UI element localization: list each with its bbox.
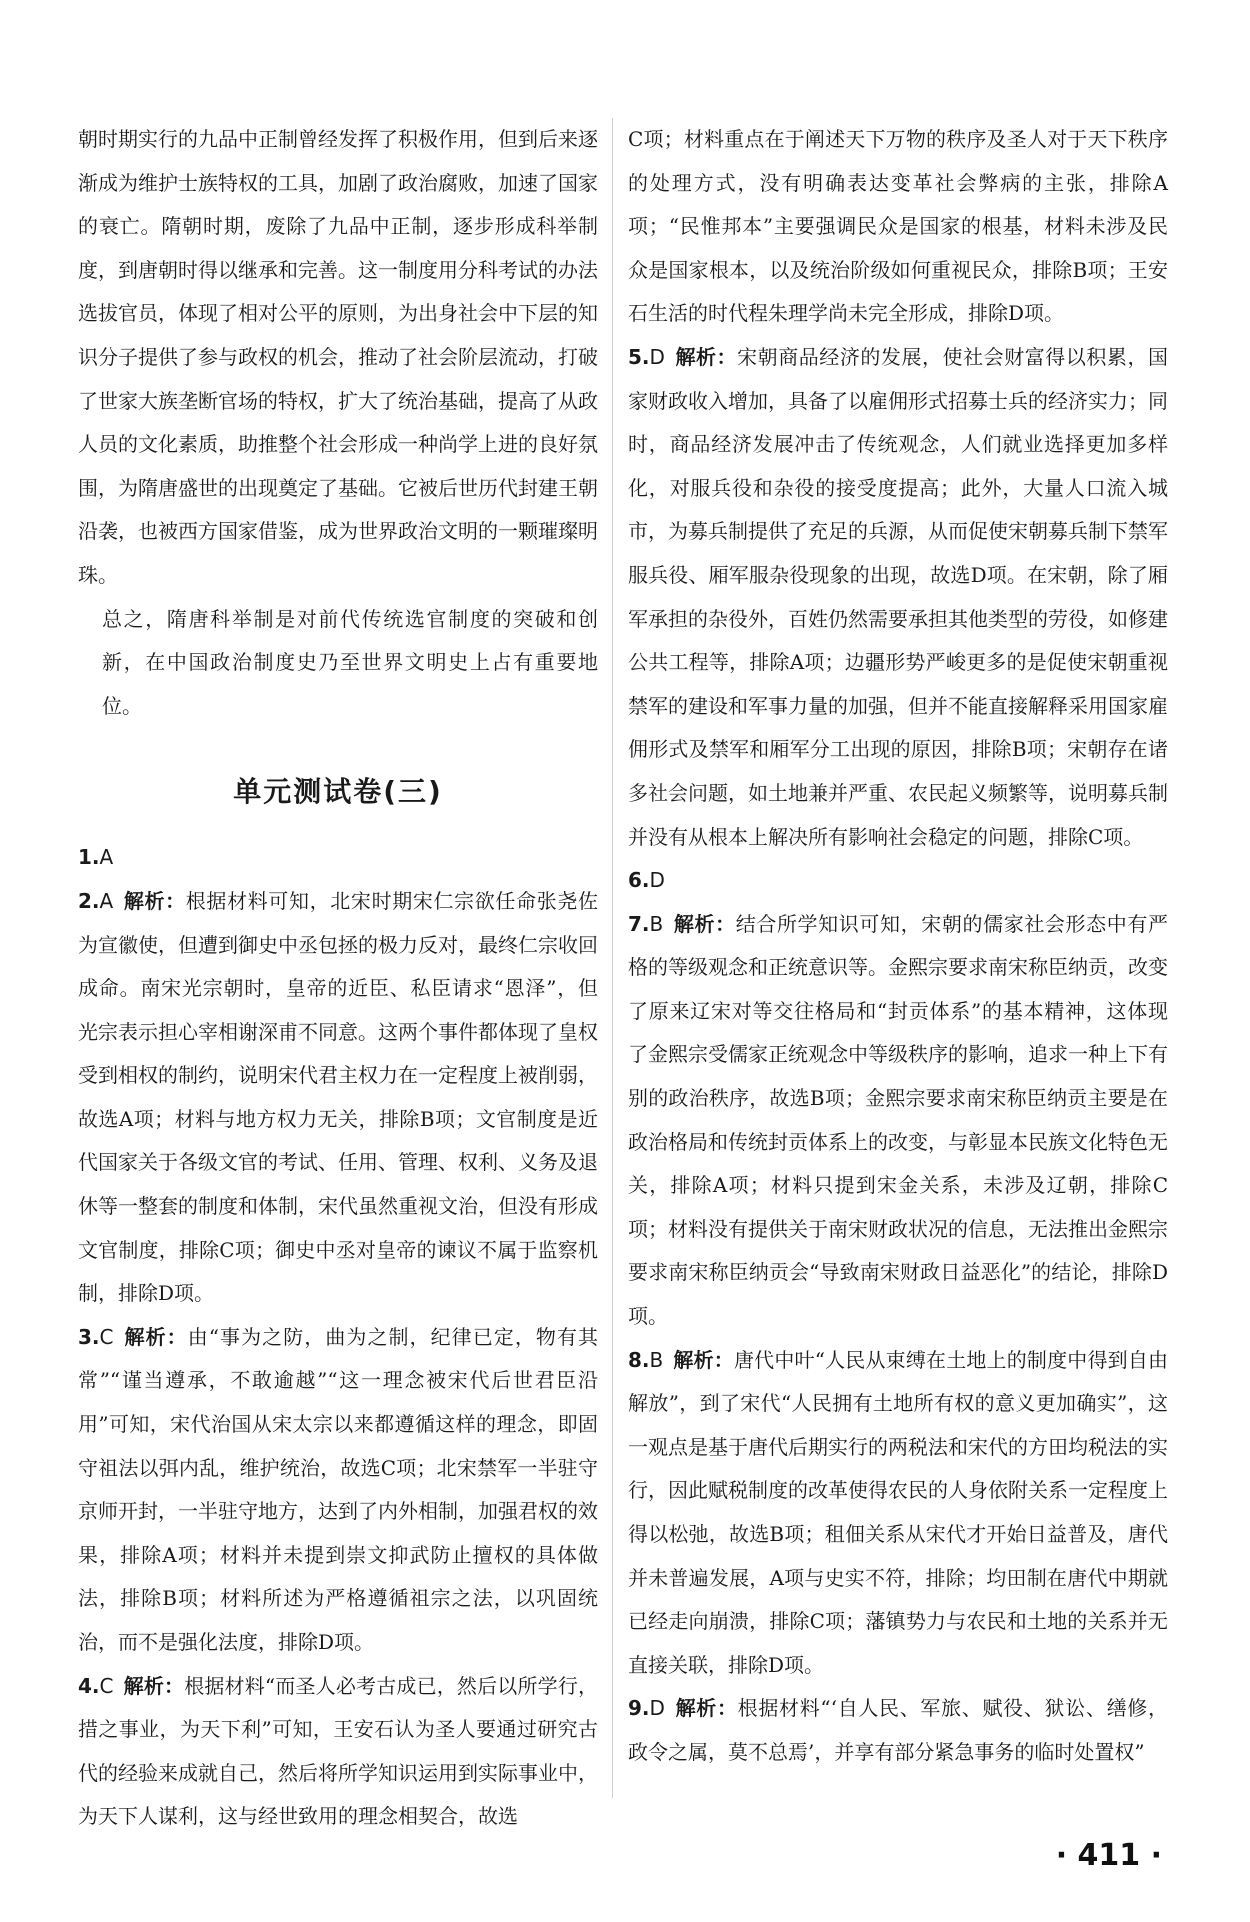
analysis-text: 由“事为之防，曲为之制，纪律已定，物有其常”“谨当遵承，不敢逾越”“这一理念被宋代后世君臣沿用”可知，宋代治国从宋太宗以来都遵循这样的理念，即固守祖法以弭内乱，维护统治，故选C项；北宋禁军一半驻守京师开封，一半驻守地方，达到了内外相制，加强君权的效果，排除A项；材料并未提到崇文抑武防止擅权的具体做法，排除B项；材料所述为严格遵循祖宗之法，以巩固统治，而不是强化法度，排除D项。: [78, 1324, 599, 1654]
item-answer: D: [649, 1696, 665, 1721]
analysis-label: 解析：: [123, 1324, 188, 1349]
answer-item-7: [628, 903, 1168, 1339]
item-number: 4.: [78, 1673, 100, 1698]
item-number: 9.: [628, 1696, 650, 1721]
item-number: 2.: [78, 888, 100, 913]
item-number: 5.: [628, 344, 650, 369]
essay-paragraph-2: 总之，隋唐科举制是对前代传统选官制度的突破和创新，在中国政治制度史乃至世界文明史上占有重要地位。: [102, 606, 598, 718]
analysis-text: 根据材料“而圣人必考古成已，然后以所学行，措之事业，为天下利”可知，王安石认为圣人要通过研究古代的经验来成就自己，然后将所学知识运用到实际事业中，为天下人谋利，这与经世致用的理念相契合，故选: [78, 1673, 598, 1829]
item-number: 6.: [628, 868, 650, 893]
essay-paragraph-1: 朝时期实行的九品中正制曾经发挥了积极作用，但到后来逐渐成为维护士族特权的工具，加剧了政治腐败，加速了国家的衰亡。隋朝时期，废除了九品中正制，逐步形成科举制度，到唐朝时得以继承和完善。这一制度用分科考试的办法选拔官员，体现了相对公平的原则，为出身社会中下层的知识分子提供了参与政权的机会，推动了社会阶层流动，打破了世家大族垄断官场的特权，扩大了统治基础，提高了从政人员的文化素质，助推整个社会形成一种尚学上进的良好氛围，为隋唐盛世的出现奠定了基础。它被后世历代封建王朝沿袭，也被西方国家借鉴，成为世界政治文明的一颗璀璨明珠。: [78, 127, 598, 587]
analysis-label: 解析：: [123, 1673, 185, 1698]
left-column: [78, 118, 598, 1839]
analysis-label: 解析：: [673, 911, 736, 936]
item-answer: A: [99, 888, 114, 913]
item-answer: D: [649, 868, 665, 893]
item-number: 7.: [628, 911, 650, 936]
item-answer: B: [649, 911, 664, 936]
analysis-text: 根据材料“‘自人民、军旅、赋役、狱讼、缮修，政令之属，莫不总焉’，并享有部分紧急事务的临时处置权”: [628, 1696, 1168, 1764]
answer-item-8: [628, 1339, 1168, 1688]
page-number: · 411 ·: [1055, 1838, 1162, 1873]
item-number: 1.: [78, 845, 100, 870]
item-number: 8.: [628, 1347, 650, 1372]
item-answer: A: [99, 845, 114, 870]
item-answer: B: [649, 1347, 664, 1372]
analysis-label: 解析：: [123, 888, 186, 913]
item-answer: D: [649, 344, 665, 369]
answer-item-3: [78, 1316, 598, 1665]
analysis-label: 解析：: [673, 1347, 734, 1372]
analysis-text: C项；材料重点在于阐述天下万物的秩序及圣人对于天下秩序的处理方式，没有明确表达变革社会弊病的主张，排除A项；“民惟邦本”主要强调民众是国家的根基，材料未涉及民众是国家根本，以及统治阶级如何重视民众，排除B项；王安石生活的时代程朱理学尚未完全形成，排除D项。: [628, 127, 1168, 326]
answer-item-6: [628, 859, 1168, 903]
item-answer: C: [99, 1673, 114, 1698]
analysis-text: 结合所学知识可知，宋朝的儒家社会形态中有严格的等级观念和正统意识等。金熙宗要求南宋称臣纳贡，改变了原来辽宋对等交往格局和“封贡体系”的基本精神，这体现了金熙宗受儒家正统观念中等级秩序的影响，追求一种上下有别的政治秩序，故选B项；金熙宗要求南宋称臣纳贡主要是在政治格局和传统封贡体系上的改变，与彰显本民族文化特色无关，排除A项；材料只提到宋金关系，未涉及辽朝，排除C项；材料没有提供关于南宋财政状况的信息，无法推出金熙宗要求南宋称臣纳贡会“导致南宋财政日益恶化”的结论，排除D项。: [628, 911, 1169, 1329]
section-title: 单元测试卷(三): [233, 775, 443, 809]
answer-item-2: [78, 880, 598, 1316]
answer-item-4: [78, 1665, 598, 1839]
right-column: [628, 118, 1168, 1775]
analysis-text: 唐代中叶“人民从束缚在土地上的制度中得到自由解放”，到了宋代“人民拥有土地所有权的意义更加确实”，这一观点是基于唐代后期实行的两税法和宋代的方田均税法的实行，因此赋税制度的改革使得农民的人身依附关系一定程度上得以松弛，故选B项；租佃关系从宋代才开始日益普及，唐代并未普遍发展，A项与史实不符，排除；均田制在唐代中期就已经走向崩溃，排除C项；藩镇势力与农民和土地的关系并无直接关联，排除D项。: [628, 1347, 1169, 1677]
analysis-label: 解析：: [674, 1696, 738, 1721]
item-number: 3.: [78, 1324, 100, 1349]
column-divider: [612, 118, 613, 1798]
answer-item-1: [78, 836, 598, 880]
answer-item-4-continued: [628, 118, 1168, 336]
answer-item-5: [628, 336, 1168, 859]
analysis-label: 解析：: [674, 344, 738, 369]
item-answer: C: [99, 1324, 114, 1349]
analysis-text: 宋朝商品经济的发展，使社会财富得以积累，国家财政收入增加，具备了以雇佣形式招募士兵的经济实力；同时，商品经济发展冲击了传统观念，人们就业选择更加多样化，对服兵役和杂役的接受度提高；此外，大量人口流入城市，为募兵制提供了充足的兵源，从而促使宋朝募兵制下禁军服兵役、厢军服杂役现象的出现，故选D项。在宋朝，除了厢军承担的杂役外，百姓仍然需要承担其他类型的劳役，如修建公共工程等，排除A项；边疆形势严峻更多的是促使宋朝重视禁军的建设和军事力量的加强，但并不能直接解释采用国家雇佣形式及禁军和厢军分工出现的原因，排除B项；宋朝存在诸多社会问题，如土地兼并严重、农民起义频繁等，说明募兵制并没有从根本上解决所有影响社会稳定的问题，排除C项。: [628, 344, 1169, 849]
answer-item-9: [628, 1687, 1168, 1774]
analysis-text: 根据材料可知，北宋时期宋仁宗欲任命张尧佐为宣徽使，但遭到御史中丞包拯的极力反对，最终仁宗收回成命。南宋光宗朝时，皇帝的近臣、私臣请求“恩泽”，但光宗表示担心宰相谢深甫不同意。这两个事件都体现了皇权受到相权的制约，说明宋代君主权力在一定程度上被削弱，故选A项；材料与地方权力无关，排除B项；文官制度是近代国家关于各级文官的考试、任用、管理、权利、义务及退休等一整套的制度和体制，宋代虽然重视文治，但没有形成文官制度，排除C项；御史中丞对皇帝的谏议不属于监察机制，排除D项。: [78, 888, 599, 1306]
